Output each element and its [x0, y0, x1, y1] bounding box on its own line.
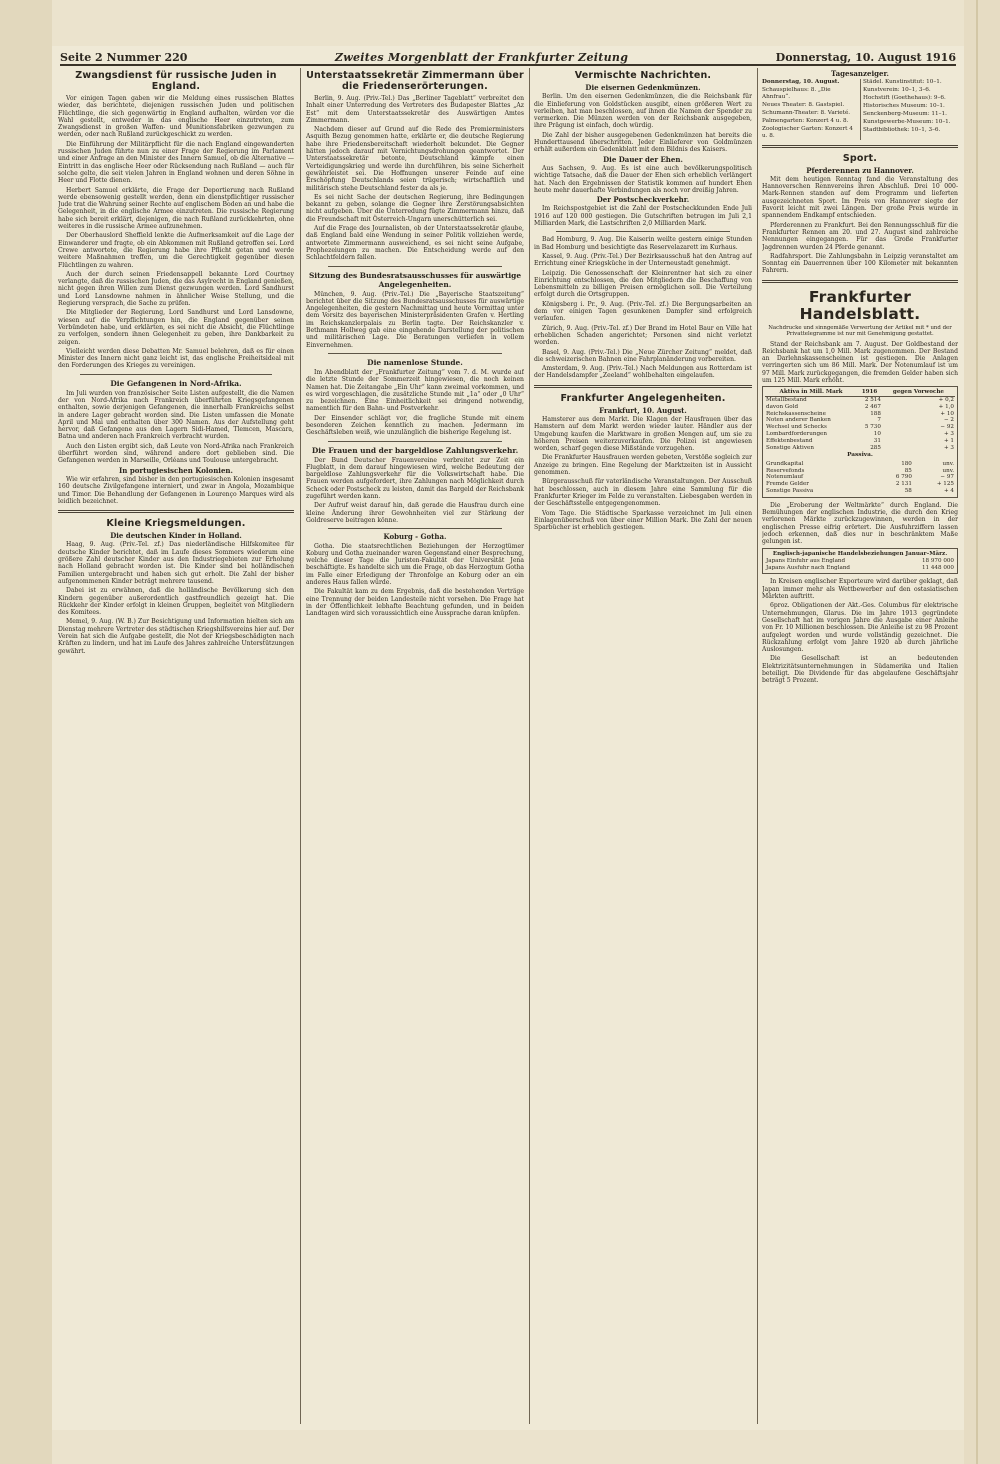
row-value: 18 970 000: [921, 557, 954, 564]
row-change: + 1: [943, 437, 954, 444]
article-paragraph: Leipzig. Die Genossenschaft der Kleinrentner hat sich zu einer Einrichtung entschlossen, die den Mitgliedern die Beschaffung von Lebensmitteln zu billigen Preisen ermöglichen soll. Die Verteilung erfolgt durch die Ortsgruppen.: [534, 269, 752, 299]
listing-item: Historisches Museum: 10–1.: [863, 103, 945, 110]
article-paragraph: Berlin. Um den eisernen Gedenkmünzen, die die Reichsbank für die Einlieferung von Goldstücken ausgibt, einen größeren Wert zu verleihen, hat man beschlossen, auf ihnen die Namen der Spender zu vermerken. Die Münzen werden von der Reichsbank ausgegeben, ihre Prägung ist einfach, doch würdig.: [534, 93, 752, 130]
table-row: [765, 468, 955, 475]
issue-date: Donnerstag, 10. August 1916: [775, 50, 956, 64]
row-change: + 10: [940, 410, 954, 417]
article-paragraph: Dabei ist zu erwähnen, daß die holländische Bevölkerung sich den Kindern gegenüber außerordentlich gastfreundlich gezeigt hat. Die Rückkehr der Kinder erfolgt in kleinen Gruppen, begleitet von Mitgliedern des Komitees.: [58, 587, 294, 617]
row-value: 6 790: [895, 474, 912, 481]
row-change: + 3: [943, 431, 954, 438]
article-paragraph: Der Aufruf weist darauf hin, daß gerade die Hausfrau durch eine kleine Änderung ihrer Gewohnheiten viel zur Stärkung der Goldreserve beitragen könne.: [306, 502, 524, 524]
article-paragraph: Kassel, 9. Aug. (Priv.-Tel.) Der Bezirksausschuß hat den Antrag auf Errichtung einer Kriegsküche in der Unterneustadt genehmigt.: [534, 252, 752, 268]
table-row: [765, 461, 955, 468]
listing-item: Stadtbibliothek: 10–1, 3–6.: [863, 126, 941, 133]
dateline: Frankfurt, 10. August.: [599, 405, 687, 415]
article-paragraph: Bürgerausschuß für vaterländische Veranstaltungen. Der Ausschuß hat beschlossen, auch in diesem Jahre eine Sammlung für die Frankfurter Krieger im Felde zu veranstalten. Liebesgaben werden in der Geschäftsstelle entgegengenommen.: [534, 478, 752, 508]
article-paragraph: Die „Eroberung der Weltmärkte“ durch England. Die Bemühungen der englischen Industrie, die durch den Krieg verlorenen Märkte zurückzugewinnen, werden in der englischen Presse eifrig erörtert. Die Ausfuhrziffern lassen jedoch erkennen, daß dies nur in beschränktem Maße gelungen ist.: [762, 501, 958, 546]
row-value: 31: [873, 437, 881, 444]
row-value: 11 448 000: [921, 564, 954, 571]
column-rule: [300, 68, 301, 1424]
listing-item: Schumann-Theater: 8. Varieté.: [762, 109, 851, 116]
row-change: + 3: [943, 444, 954, 451]
row-change: + 125: [936, 481, 954, 488]
row-label: Lombardforderungen: [766, 431, 827, 438]
section-divider: [58, 510, 294, 513]
article-paragraph: Vielleicht werden diese Debatten Mr. Samuel belehren, daß es für einen Minister des Innern nicht ganz leicht ist, das englische Freiheitsideal mit den Forderungen des Krieges zu vereinigen.: [58, 347, 294, 370]
listing-item: Palmengarten: Konzert 4 u. 8.: [762, 117, 849, 124]
table-row: [765, 431, 955, 438]
table-row: [765, 565, 955, 572]
row-value: 285: [870, 444, 881, 451]
section-headline: Frankfurter Angelegenheiten.: [560, 392, 726, 404]
row-change: − 2: [943, 417, 954, 424]
row-change: + 1,0: [938, 403, 954, 410]
article-paragraph: Stand der Reichsbank am 7. August. Der Goldbestand der Reichsbank hat um 1,0 Mill. Mark zugenommen. Der Bestand an Darlehnskassenscheinen ist gestiegen. Die Anlagen verringerten sich um 86 Mill. Mark. Der Notenumlauf ist um 97 Mill. Mark zurückgegangen, die fremden Gelder haben sich um 125 Mill. Mark erhöht.: [762, 340, 958, 384]
listing-item: Zoologischer Garten: Konzert 4 u. 8.: [762, 125, 853, 139]
row-label: Sonstige Aktiven: [766, 444, 814, 451]
masthead: Zweites Morgenblatt der Frankfurter Zeitung: [334, 50, 629, 64]
article-paragraph: Auf die Frage des Journalisten, ob der Unterstaatssekretär glaube, daß England bald eine Wendung in seiner Politik vollziehen werde, antwortete Zimmermann ausweichend, es sei nicht seine Aufgabe, Prophezeiungen zu machen. Die Entscheidung werde auf den Schlachtfeldern fallen.: [306, 225, 524, 262]
page-number: Seite 2 Nummer 220: [60, 50, 188, 64]
tageanzeiger-listing: [762, 79, 958, 139]
row-value: 58: [904, 487, 912, 494]
article-paragraph: Die Einführung der Militärpflicht für die nach England eingewanderten russischen Juden führte nun zu einer Frage der Regierung im Parlament und einer Anfrage an den Minister des Innern Samuel, ob die Alternative — Eintritt in das englische Heer oder Rücksendung nach Rußland — auch für solche gelte, die seit vielen Jahren in England wohnen und deren Söhne in Heer und Flotte dienen.: [58, 140, 294, 185]
row-value: 7: [877, 417, 881, 424]
article-headline: Zwangsdienst für russische Juden in England.: [75, 70, 277, 92]
article-paragraph: Die Gesellschaft ist an bedeutenden Elektrizitätsunternehmungen in Südamerika und Italien beteiligt. Die Dividende für das abgelaufene Geschäftsjahr beträgt 5 Prozent.: [762, 655, 958, 685]
article-paragraph: Wie wir erfahren, sind bisher in den portugiesischen Kolonien insgesamt 160 deutsche Zivilgefangene interniert, und zwar in Angola, Mozambique und Timor. Die Behandlung der Gefangenen in Lourenço Marques wird als leidlich bezeichnet.: [58, 475, 294, 505]
table-header: gegen Vorwoche: [882, 389, 955, 396]
table-row: [765, 397, 955, 404]
table-row: [765, 417, 955, 424]
column-rule: [757, 68, 758, 1424]
table-header: 1916: [857, 389, 882, 396]
section-divider: [80, 374, 272, 375]
tageanzeiger-title: Tagesanzeiger.: [831, 69, 889, 78]
article-paragraph: Herbert Samuel erklärte, die Frage der Deportierung nach Rußland werde ebensowenig gestellt werden, denn ein dienstpflichtiger russischer Jude trat die Wahrung seiner Rechte auf englischem Boden an und habe die Gelegenheit, in die englische Armee einzutreten. Die russische Regierung habe sich bereit erklärt, diejenigen, die nach Rußland zurückkehrten, ohne weiteres in die russische Armee aufzunehmen.: [58, 186, 294, 231]
article-paragraph: Im Abendblatt der „Frankfurter Zeitung“ vom 7. d. M. wurde auf die letzte Stunde der Sommerzeit hingewiesen, die noch keinen Namen hat. Die Zeitangabe „Ein Uhr“ kann zweimal vorkommen, und es wird vorgeschlagen, die zusätzliche Stunde mit „1a“ oder „0 Uhr“ zu bezeichnen. Eine Einheitlichkeit sei dringend notwendig, namentlich für den Bahn- und Postverkehr.: [306, 368, 524, 413]
column-1: [58, 68, 294, 1424]
article-paragraph: Im Reichspostgebiet ist die Zahl der Postscheckkunden Ende Juli 1916 auf 120 000 gestiegen. Die Gutschriften betrugen im Juli 2,1 Milliarden Mark, die Lastschriften 2,0 Milliarden Mark.: [534, 205, 752, 228]
article-paragraph: Aus Sachsen, 9. Aug. Es ist eine auch bevölkerungspolitisch wichtige Tatsache, daß die Dauer der Ehen sich erheblich verlängert hat. Nach den Ergebnissen der Statistik kommen auf hundert Ehen heute mehr dauerhafte Verbindungen als noch vor dreißig Jahren.: [534, 164, 752, 194]
article-subheadline: In portugiesischen Kolonien.: [119, 465, 233, 475]
row-label: Noten anderer Banken: [766, 417, 831, 424]
article-paragraph: Nachdem dieser auf Grund auf die Rede des Premierministers Asquith Bezug genommen hatte, erklärte er, die deutsche Regierung habe ihre Friedensbereitschaft wiederholt bekundet. Die Gegner hätten jedoch darauf mit Vernichtungsdrohungen geantwortet. Der Unterstaatssekretär betonte, Deutschland kämpfe einen Verteidigungskrieg und werde ihn durchführen, bis seine Sicherheit gewährleistet sei. Die Hoffnungen unserer Feinde auf eine Erschöpfung Deutschlands seien trügerisch; wirtschaftlich und militärisch stehe Deutschland fester da als je.: [306, 126, 524, 192]
table-row: [765, 488, 955, 495]
section-divider: [328, 441, 502, 442]
row-label: Effektenbestand: [766, 437, 813, 444]
table-row: [765, 481, 955, 488]
listing-item: Kunstgewerbe-Museum: 10–1.: [863, 118, 951, 125]
article-headline: Die Frauen und der bargeldlose Zahlungsverkehr.: [311, 445, 519, 455]
article-paragraph: Radfahrsport. Die Zahlungsbahn in Leipzig veranstaltet am Sonntag ein Dauerrennen über 100 Kilometer mit bekannten Fahrern.: [762, 252, 958, 275]
row-label: Grundkapital: [766, 460, 804, 467]
article-paragraph: Mit dem heutigen Renntag fand die Veranstaltung des Hannoverschen Rennvereins ihren Abschluß. Drei 10 000-Mark-Rennen standen auf dem Programm und lieferten ausgezeichneten Sport. Im Preis von Hannover siegte der Favorit leicht mit zwei Längen. Der große Preis wurde in spannendem Endkampf entschieden.: [762, 175, 958, 220]
article-paragraph: Der Einsender schlägt vor, die fragliche Stunde mit einem besonderen Zeichen kenntlich zu machen. Jedermann im Geschäftsleben weiß, wie unzulänglich die bisherige Regelung ist.: [306, 414, 524, 437]
column-rule: [529, 68, 530, 1424]
row-label: Wechsel und Schecks: [766, 424, 827, 431]
row-value: 2 467: [864, 403, 881, 410]
article-subheadline: Pferderennen zu Hannover.: [806, 165, 914, 175]
table-row: [765, 404, 955, 411]
row-value: 180: [901, 460, 912, 467]
column-2: [306, 68, 524, 1424]
row-change: + 0,2: [938, 397, 954, 404]
article-subheadline: Die Dauer der Ehen.: [603, 154, 683, 164]
table-section-label: Passiva.: [847, 452, 873, 459]
table-row: [765, 445, 955, 452]
row-value: 85: [904, 467, 912, 474]
article-paragraph: In Kreisen englischer Exporteure wird darüber geklagt, daß Japan immer mehr als Wettbewerber auf den ostasiatischen Märkten auftritt.: [762, 578, 958, 601]
row-label: Sonstige Passiva: [766, 487, 814, 494]
section-divider: [328, 353, 502, 354]
article-subheadline: Die deutschen Kinder in Holland.: [110, 531, 242, 541]
article-paragraph: Haag, 9. Aug. (Priv.-Tel. zf.) Das niederländische Hilfskomitee für deutsche Kinder berichtet, daß im Laufe dieses Sommers wiederum eine größere Zahl deutscher Kinder aus den Industriegebieten zur Erholung nach Holland gebracht worden ist. Die Kinder sind bei holländischen Familien untergebracht und haben sich gut erholt. Die Zahl der bisher aufgenommenen Kinder beträgt mehrere tausend.: [58, 541, 294, 585]
section-headline: Kleine Kriegsmeldungen.: [106, 518, 246, 530]
article-paragraph: Zürich, 9. Aug. (Priv.-Tel. zf.) Der Brand im Hotel Baur en Ville hat erheblichen Schaden angerichtet; Personen sind nicht verletzt worden.: [534, 324, 752, 347]
listing-item: Neues Theater: 8. Gastspiel.: [762, 102, 845, 109]
article-paragraph: Es sei nicht Sache der deutschen Regierung, ihre Bedingungen bekannt zu geben, solange die Gegner ihre Zerstörungsabsichten nicht aufgeben. Über die Unterredung fügte Zimmermann hinzu, daß die Freundschaft mit Österreich-Ungarn unerschütterlich sei.: [306, 193, 524, 223]
row-label: davon Gold: [766, 403, 799, 410]
listing-item: Hochstift (Goethehaus): 9–6.: [863, 95, 946, 102]
table-row: [765, 424, 955, 431]
reichsbank-table: [762, 386, 958, 497]
table-title: Englisch-japanische Handelsbeziehungen Januar–März.: [772, 550, 948, 557]
article-headline: Die Gefangenen in Nord-Afrika.: [110, 378, 242, 388]
left-page-margin: [0, 0, 52, 1464]
row-change: unv.: [942, 460, 954, 467]
article-paragraph: Hamsterer aus dem Markt. Die Klagen der Hausfrauen über das Hamstern auf dem Markt werden wieder lauter. Händler aus der Umgebung kaufen die Marktware in großen Mengen auf, um sie zu höheren Preisen weiterzuverkaufen. Die Polizei ist angewiesen worden, scharf gegen diese Mißstände vorzugehen.: [534, 415, 752, 453]
article-paragraph: Basel, 9. Aug. (Priv.-Tel.) Die „Neue Zürcher Zeitung“ meldet, daß die schweizerischen Bahnen eine Fahrplanänderung vorbereiten.: [534, 348, 752, 363]
row-change: − 92: [940, 424, 954, 431]
row-value: 188: [870, 410, 881, 417]
table-row: [765, 474, 955, 481]
article-paragraph: Die Zahl der bisher ausgegebenen Gedenkmünzen hat bereits die Hunderttausend überschritten. Jeder Einlieferer von Goldmünzen erhält außerdem ein Gedenkblatt mit dem Bildnis des Kaisers.: [534, 131, 752, 154]
handelsblatt-title: Frankfurter Handelsblatt.: [799, 287, 921, 323]
page-header: [60, 50, 956, 66]
listing-date: Donnerstag, 10. August.: [762, 79, 840, 86]
article-paragraph: Die Fakultät kam zu dem Ergebnis, daß die bestehenden Verträge eine Trennung der beiden Landesteile nicht vorsehen. Die Frage hat in der Öffentlichkeit lebhafte Beachtung gefunden, und in beiden Landtagen wird sich voraussichtlich eine Aussprache daran knüpfen.: [306, 588, 524, 618]
article-paragraph: Memel, 9. Aug. (W. B.) Zur Besichtigung und Information hielten sich am Dienstag mehrere Vertreter des städtischen Kriegshilfsvereins hier auf. Der Verein hat sich die Aufgabe gestellt, die Not der Kriegsbeschädigten nach Kräften zu lindern, und hat im Laufe des Jahres zahlreiche Unterstützungen gewährt.: [58, 618, 294, 655]
article-paragraph: Berlin, 9. Aug. (Priv.-Tel.) Das „Berliner Tageblatt“ verbreitet den Inhalt einer Unterredung des Vertreters des Budapester Blattes „Az Est“ mit dem Unterstaatssekretär des Auswärtigen Amtes Zimmermann.: [306, 95, 524, 124]
table-row: [765, 438, 955, 445]
row-label: Reichskassenscheine: [766, 410, 826, 417]
section-divider: [762, 280, 958, 283]
article-subheadline: Der Postscheckverkehr.: [596, 195, 690, 205]
article-paragraph: Vom Tage. Die Städtische Sparkasse verzeichnet im Juli einen Einlagenüberschuß von über einer Million Mark. Die Zahl der neuen Sparbücher ist erheblich gestiegen.: [534, 509, 752, 532]
section-divider: [328, 266, 502, 267]
article-paragraph: Auch den Listen ergibt sich, daß Leute von Nord-Afrika nach Frankreich überführt worden sind, während andere dort geblieben sind. Die Gefangenen werden in Marseille, Orléans und Toulouse untergebracht.: [58, 442, 294, 465]
row-value: 10: [873, 431, 881, 438]
table-row: [765, 558, 955, 565]
table-header: Aktiva in Mill. Mark: [765, 389, 857, 396]
row-label: Notenumlauf: [766, 474, 804, 481]
section-divider: [556, 231, 730, 232]
section-divider: [328, 528, 502, 529]
article-paragraph: Bad Homburg, 9. Aug. Die Kaiserin weilte gestern einige Stunden in Bad Homburg und besichtigte das Reservelazarett im Kurhaus.: [534, 236, 752, 251]
article-headline: Die namenlose Stunde.: [367, 357, 463, 367]
article-paragraph: Vor einigen Tagen gaben wir die Meldung eines russischen Blattes wieder, das berichtete, diejenigen russischen Juden und politischen Flüchtlinge, die sich gegenwärtig in England aufhalten, würden vor die Wahl gestellt, entweder in das englische Heer einzutreten, zum Zwangsdienst in großen Waffen- und Munitionsfabriken gezwungen zu werden, oder nach Rußland zurückgeschickt zu werden.: [58, 95, 294, 139]
listing-item: Schauspielhaus: 8. „Die Ahnfrau“.: [762, 87, 831, 101]
row-change: − 97: [940, 474, 954, 481]
article-paragraph: Pferderennen zu Frankfurt. Bei den Rennungsschluß für die Frankfurter Rennen am 20. und 27. August sind zahlreiche Nennungen eingegangen. Für das Große Frankfurter Jagdrennen wurden 24 Pferde genannt.: [762, 221, 958, 251]
right-page-edge: [964, 0, 1000, 1464]
row-value: 5 730: [864, 424, 881, 431]
article-paragraph: 6proz. Obligationen der Akt.-Ges. Columbus für elektrische Unternehmungen, Glarus. Die im Jahre 1913 gegründete Gesellschaft hat im vorigen Jahre die Ausgabe einer Anleihe von Fr. 10 Millionen beschlossen. Die Anleihe ist zu 98 Prozent aufgelegt worden und wurde vollständig gezeichnet. Die Rückzahlung erfolgt vom Jahre 1920 ab durch jährliche Auslosungen.: [762, 602, 958, 654]
article-paragraph: Auch der durch seinen Friedensappell bekannte Lord Courtney verlangte, daß die russischen Juden, die das Asylrecht in England genießen, nicht gegen ihren Willen zum Dienst gezwungen werden. Lord Sandhurst und Lord Lansdowne nahmen in ähnlicher Weise Stellung, und die Regierung versprach, die Sache zu prüfen.: [58, 270, 294, 308]
section-divider: [534, 385, 752, 388]
article-paragraph: Der Oberhauslord Sheffield lenkte die Aufmerksamkeit auf die Lage der Einwanderer und fragte, ob ein Abkommen mit Rußland getroffen sei. Lord Crewe antwortete, die Regierung habe ihre Pflicht getan und werde weitere Maßnahmen treffen, um die Gerechtigkeit gegenüber diesen Flüchtlingen zu wahren.: [58, 232, 294, 269]
row-label: Metallbestand: [766, 397, 807, 404]
row-value: 2 131: [895, 481, 912, 488]
article-paragraph: München, 9. Aug. (Priv.-Tel.) Die „Bayerische Staatszeitung“ berichtet über die Sitzung des Bundesratsausschusses für auswärtige Angelegenheiten, die gestern Nachmittag und heute Vormittag unter dem Vorsitz des bayerischen Ministerpräsidenten Grafen v. Hertling im Reichskanzlerpalais zu Berlin tagte. Der Reichskanzler v. Bethmann Hollweg gab eine eingehende Darstellung der politischen und militärischen Lage. Die Beratungen verliefen in vollem Einvernehmen.: [306, 290, 524, 349]
row-value: 2 514: [864, 397, 881, 404]
row-change: + 4: [943, 487, 954, 494]
row-label: Fremde Gelder: [766, 481, 809, 488]
column-4: [762, 68, 958, 1424]
article-paragraph: Im Juli wurden von französischer Seite Listen aufgestellt, die die Namen der von Nord-Afrika nach Frankreich überführten Kriegsgefangenen enthalten, sowie derjenigen Gefangenen, die innerhalb Frankreichs selbst in andere Lager gebracht worden sind. Die Listen umfassen die Monate April und Mai und enthalten über 300 Namen. Aus der Aufstellung geht hervor, daß Gefangene aus den Lagern Sidi-Hamed, Tlemcen, Mascara, Batna und anderen nach Frankreich verbracht wurden.: [58, 389, 294, 441]
article-paragraph: Der Bund Deutscher Frauenvereine verbreitet zur Zeit ein Flugblatt, in dem darauf hingewiesen wird, welche Bedeutung der bargeldlose Zahlungsverkehr für die Volkswirtschaft habe. Die Frauen werden aufgefordert, ihre Zahlungen nach Möglichkeit durch Scheck oder Postscheck zu leisten, damit das Bargeld der Reichsbank zugeführt werden kann.: [306, 456, 524, 501]
article-subheadline: Die eisernen Gedenkmünzen.: [585, 83, 701, 92]
row-label: Japans Einfuhr aus England: [766, 557, 846, 564]
row-change: unv.: [942, 467, 954, 474]
article-paragraph: Gotha. Die staatsrechtlichen Beziehungen der Herzogtümer Koburg und Gotha zueinander waren Gegenstand einer Besprechung, welche dieser Tage die Juristen-Fakultät der Universität Jena beschäftigte. Es handelte sich um die Frage, ob das Herzogtum Gotha im Falle einer Erledigung der Thronfolge an Koburg oder an ein anderes Haus fallen würde.: [306, 542, 524, 587]
listing-item: Kunstverein: 10–1, 3–6.: [863, 87, 931, 94]
section-divider: [762, 145, 958, 148]
row-label: Reservefonds: [766, 467, 805, 474]
article-headline: Unterstaatssekretär Zimmermann über die Friedenserörterungen.: [306, 70, 524, 92]
article-paragraph: Königsberg i. Pr., 9. Aug. (Priv.-Tel. zf.) Die Bergungsarbeiten an dem vor einigen Tagen gesunkenen Dampfer sind erfolgreich verlaufen.: [534, 300, 752, 323]
article-headline: Sitzung des Bundesratsausschusses für auswärtige Angelegenheiten.: [308, 270, 522, 289]
listing-item: Senckenberg-Museum: 11–1.: [863, 110, 947, 117]
article-subheadline: Koburg - Gotha.: [383, 532, 447, 542]
article-paragraph: Amsterdam, 9. Aug. (Priv.-Tel.) Nach Meldungen aus Rotterdam ist der Handelsdampfer „Zeeland“ wohlbehalten eingelaufen.: [534, 365, 752, 380]
column-3: [534, 68, 752, 1424]
trade-table: [762, 548, 958, 575]
listing-item: Städel. Kunstinstitut: 10–1.: [863, 79, 942, 86]
section-headline: Vermischte Nachrichten.: [574, 70, 712, 81]
article-paragraph: Die Mitglieder der Regierung, Lord Sandhurst und Lord Lansdowne, wiesen auf die Verpflichtungen hin, die England gegenüber seinen Verbündeten habe, und erklärten, es sei nicht die Absicht, die Flüchtlinge zu verfolgen, sondern ihnen Gelegenheit zu geben, ihre Dankbarkeit zu zeigen.: [58, 309, 294, 346]
section-headline: Sport.: [842, 152, 878, 164]
article-paragraph: Die Frankfurter Hausfrauen werden gebeten, Verstöße sogleich zur Anzeige zu bringen. Eine Regelung der Marktzeiten ist in Aussicht genommen.: [534, 454, 752, 477]
row-label: Japans Ausfuhr nach England: [766, 564, 851, 571]
handelsblatt-notice: Nachdrucke und sinngemäße Verwertung der Artikel mit * und der Privattelegramme ist nur mit Genehmigung gestattet.: [768, 324, 952, 338]
table-row: [765, 411, 955, 418]
